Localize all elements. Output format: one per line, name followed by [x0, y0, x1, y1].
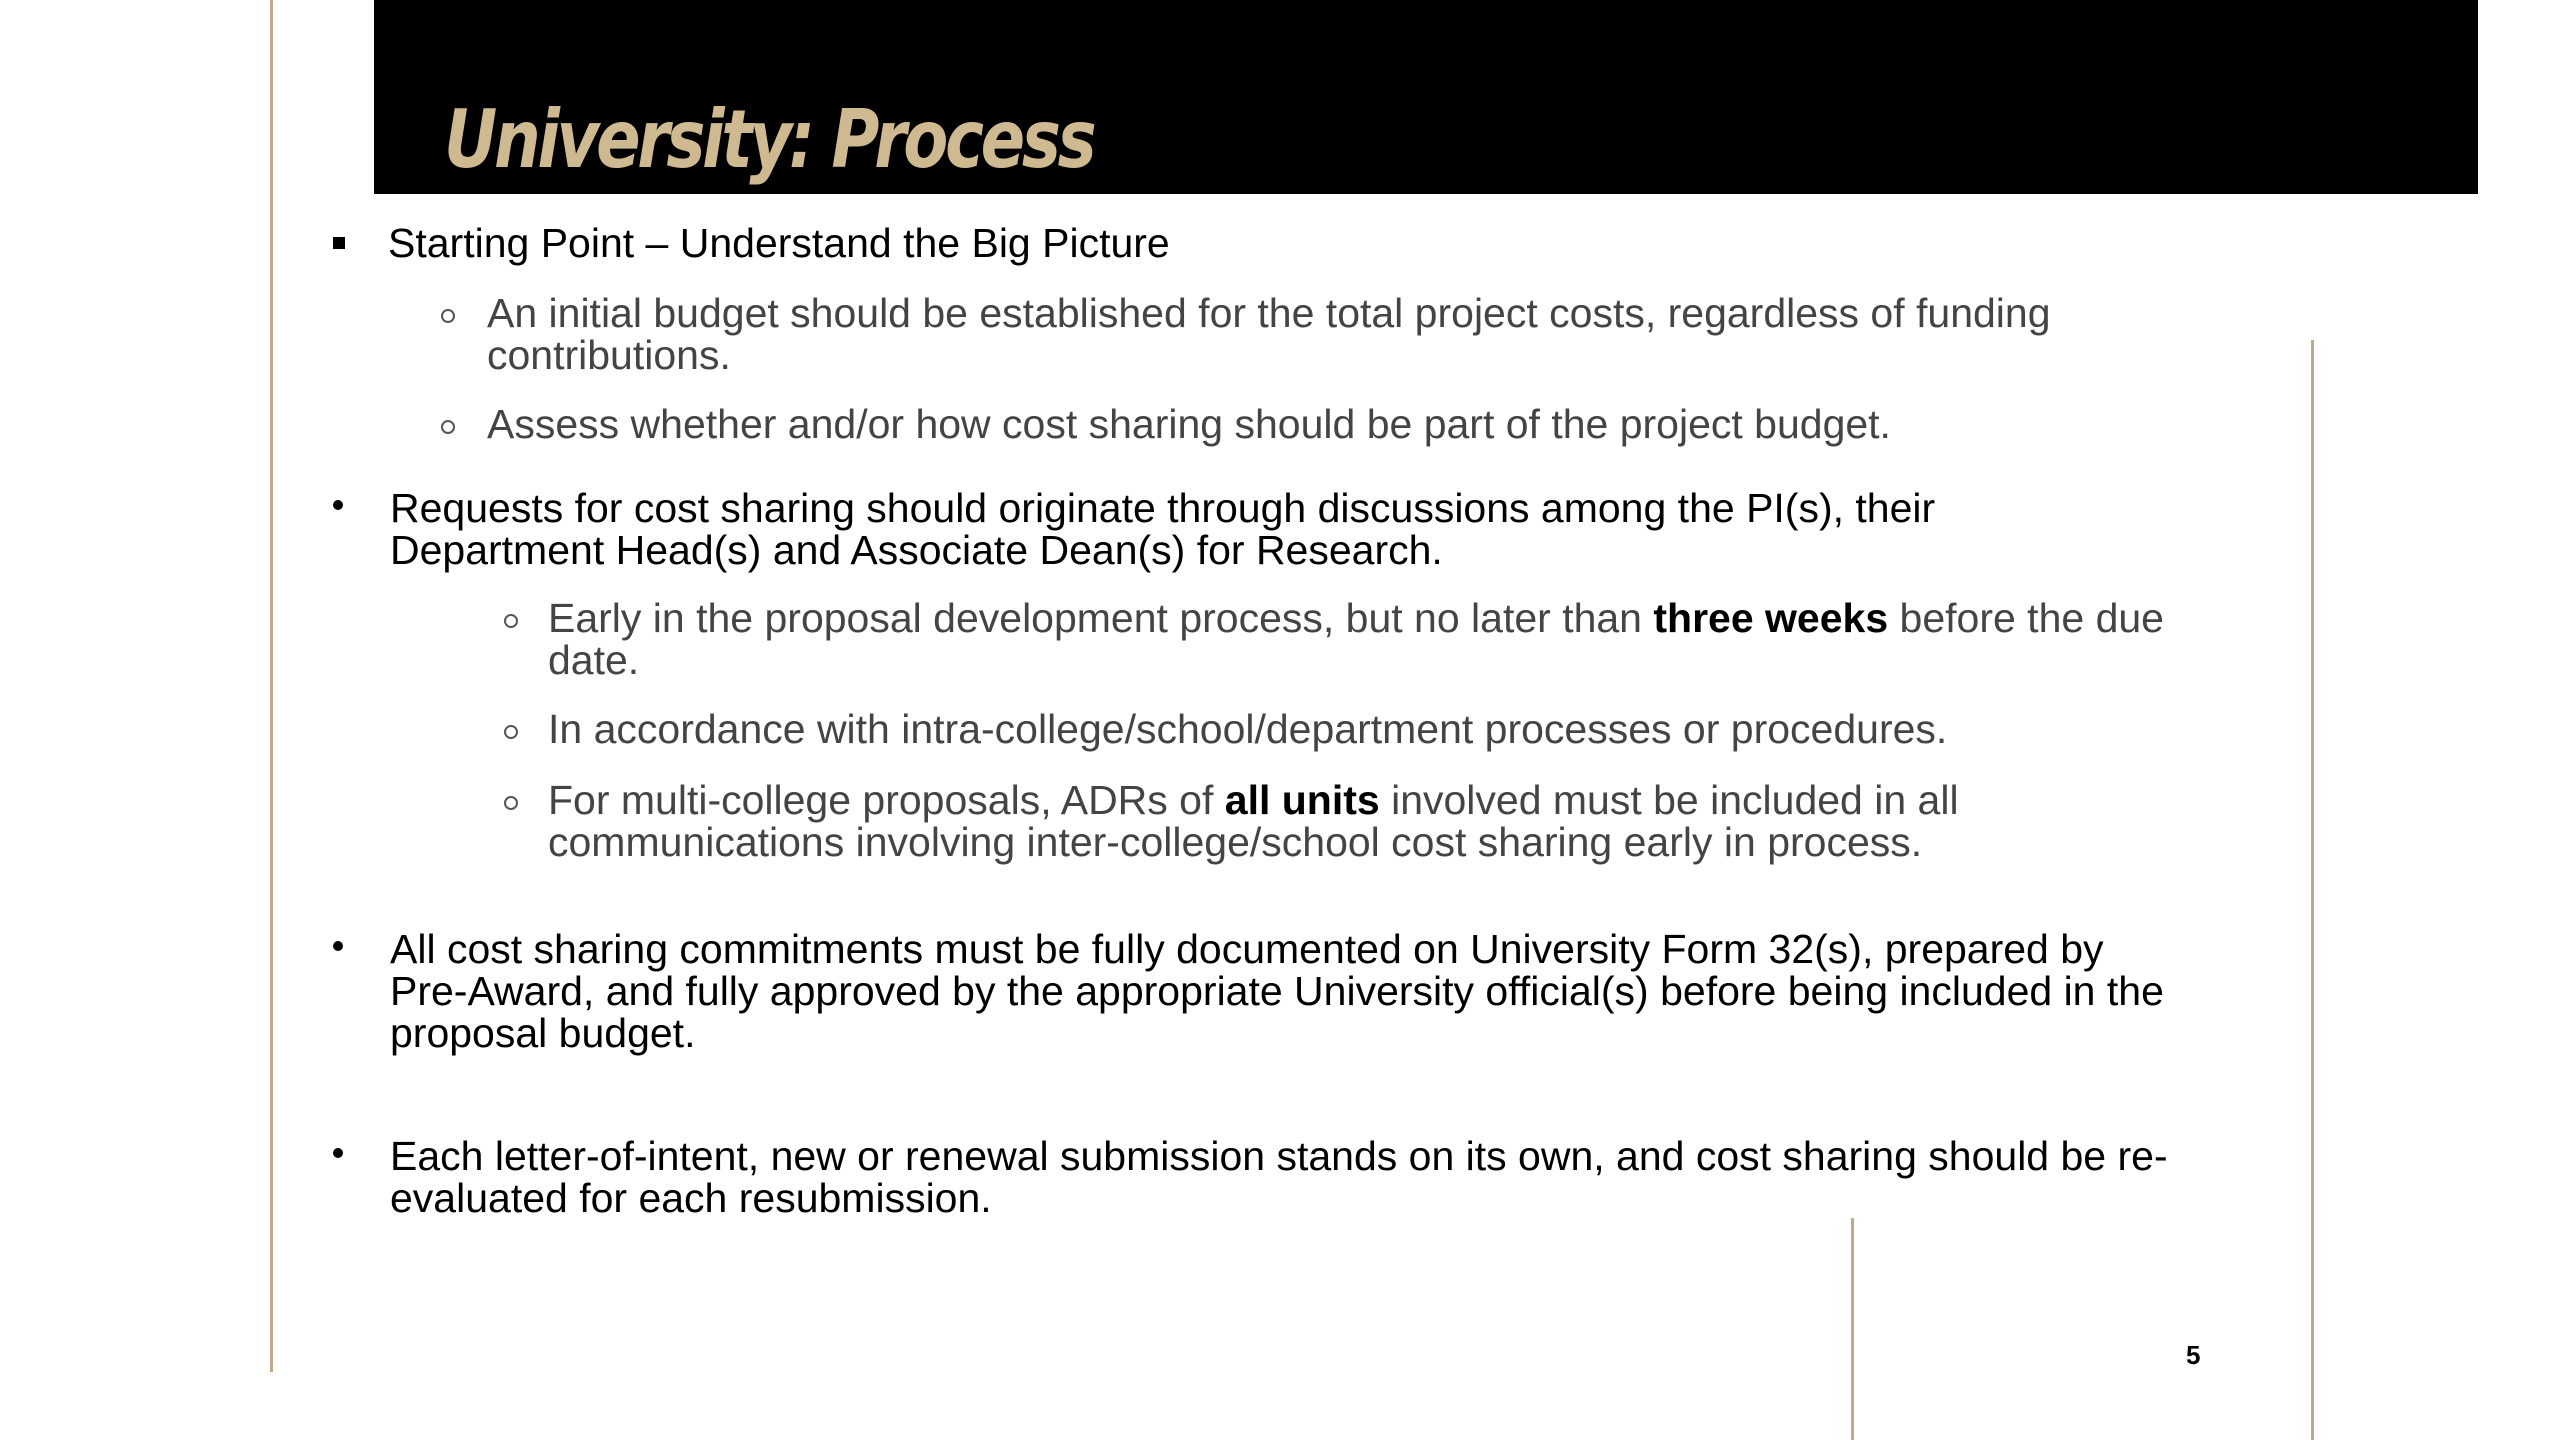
- circle-bullet-icon: [441, 309, 455, 323]
- bullet-starting-point: Starting Point – Understand the Big Picture: [388, 220, 1170, 266]
- sub-bullet-multi-college: For multi-college proposals, ADRs of all units involved must be included in all communications involving inter-college/school cost sharing early in process.: [548, 777, 1959, 865]
- left-divider-line: [270, 0, 273, 1372]
- sub-bullet-accordance: In accordance with intra-college/school/department processes or procedures.: [548, 706, 1948, 752]
- slide-title: University: Process: [444, 93, 1094, 186]
- circle-bullet-icon: [504, 796, 518, 810]
- sub-bullet-initial-budget: An initial budget should be established for the total project costs, regardless of funding contributions.: [487, 290, 2051, 378]
- title-banner: [374, 0, 2478, 194]
- dot-bullet-icon: [333, 500, 343, 510]
- page-number: 5: [2186, 1340, 2201, 1370]
- bullet-requests: Requests for cost sharing should originate through discussions among the PI(s), their Department Head(s) and Associate Dean(s) for Research.: [390, 485, 1936, 573]
- bullet-commitments: All cost sharing commitments must be fully documented on University Form 32(s), prepared by Pre-Award, and fully approved by the appropriate University official(s) before being included in the proposal budget.: [390, 926, 2164, 1056]
- dot-bullet-icon: [333, 941, 343, 951]
- bullet-letter-of-intent: Each letter-of-intent, new or renewal submission stands on its own, and cost sharing should be re-evaluated for each resubmission.: [390, 1133, 2168, 1221]
- sub-bullet-assess: Assess whether and/or how cost sharing should be part of the project budget.: [487, 401, 1891, 447]
- square-bullet-icon: [333, 237, 345, 249]
- emphasis-all-units: all units: [1224, 777, 1380, 823]
- sub-bullet-early: Early in the proposal development process, but no later than three weeks before the due date.: [548, 595, 2164, 683]
- circle-bullet-icon: [504, 614, 518, 628]
- circle-bullet-icon: [504, 725, 518, 739]
- right-divider-line: [2311, 340, 2314, 1440]
- circle-bullet-icon: [441, 420, 455, 434]
- emphasis-three-weeks: three weeks: [1653, 595, 1889, 641]
- dot-bullet-icon: [333, 1148, 343, 1158]
- bottom-divider-line: [1851, 1218, 1854, 1440]
